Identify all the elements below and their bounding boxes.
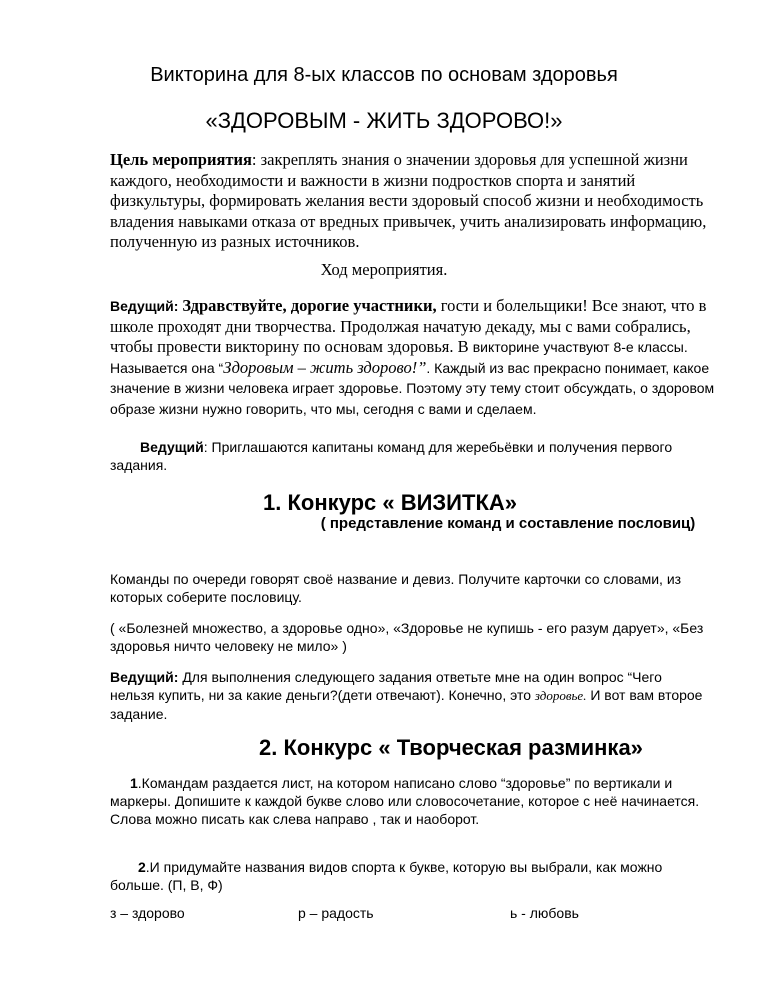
example-item: з – здорово (110, 905, 185, 921)
host-captains-text: : Приглашаются капитаны команд для жеребьёвки и получения первого задания. (110, 439, 673, 473)
host-greeting: Здравствуйте, дорогие участники, (182, 296, 437, 315)
task1-text: .Командам раздается лист, на котором написано слово “здоровье” по вертикали и маркеры. Допишите к каждой букве слово или словосочетание, которое с неё начинается. Слова можно писать как слева направо , так и наоборот. (110, 775, 700, 827)
host-question-paragraph (110, 668, 710, 723)
example-item: р – радость (298, 905, 374, 921)
goal-paragraph (110, 150, 710, 253)
answer-word: здоровье. (534, 688, 587, 703)
host-label: Ведущий (140, 439, 204, 455)
host-intro-text1: гости и болельщики! Все знают, что в школе проходят дни творчества. Продолжая начатую декаду, мы с вами собрались, чтобы провести викторину по основам здоровья. В (110, 296, 707, 356)
contest1-instruction: Команды по очереди говорят своё название и девиз. Получите карточки со словами, из которых соберите пословицу. (110, 571, 682, 605)
host-intro-text2: викторине участвуют 8-е классы. Называется она “ (110, 339, 688, 376)
task2-number: 2 (138, 859, 146, 875)
quiz-name-quote: Здоровым – жить здорово!” (223, 357, 427, 377)
quiz-subtitle: «ЗДОРОВЫМ - ЖИТЬ ЗДОРОВО!» (205, 108, 563, 133)
host-label: Ведущий: (110, 298, 183, 314)
contest2-task2 (110, 858, 710, 894)
goal-text: : закреплять знания о значении здоровья для успешной жизни каждого, необходимости и важности в жизни подростков спорта и занятий физкультуры, формировать желания вести здоровый способ жизни и необходимость владения навыками отказа от вредных привычек, учить анализировать информацию, полученную из разных источников. (110, 150, 707, 251)
contest1-proverbs: ( «Болезней множество, а здоровье одно», «Здоровье не купишь - его разум дарует», «Без здоровья ничто человеку не мило» ) (110, 620, 704, 654)
host-question-text: Для выполнения следующего задания ответьте мне на один вопрос “Чего нельзя купить, ни за какие деньги?(дети отвечают). Конечно, это (110, 669, 662, 703)
course-title: Ход мероприятия. (320, 260, 448, 279)
goal-label: Цель мероприятия (110, 150, 252, 169)
task2-text: .И придумайте названия видов спорта к букве, которую вы выбрали, как можно больше. (П, В, Ф) (110, 859, 663, 893)
host-label: Ведущий: (110, 669, 179, 685)
contest2-task1 (110, 774, 710, 828)
host-question-end: И вот вам второе задание. (110, 687, 703, 722)
task1-number: 1 (130, 775, 138, 791)
host-intro-paragraph (110, 296, 720, 419)
contest2-heading: 2. Конкурс « Творческая разминка» (259, 735, 643, 760)
example-item: ь - любовь (510, 905, 579, 921)
quiz-title: Викторина для 8-ых классов по основам здоровья (150, 64, 618, 86)
host-intro-text3: . Каждый из вас прекрасно понимает, какое значение в жизни человека играет здоровье. Поэтому эту тему стоит обсуждать, о здоровом образе жизни нужно говорить, что мы, сегодня с вами и сделаем. (110, 359, 715, 417)
contest1-heading: 1. Конкурс « ВИЗИТКА» (263, 490, 517, 515)
host-captains-paragraph (110, 438, 720, 474)
letter-examples-row (110, 905, 710, 923)
contest1-subheading: ( представление команд и составление пословиц) (320, 515, 696, 532)
